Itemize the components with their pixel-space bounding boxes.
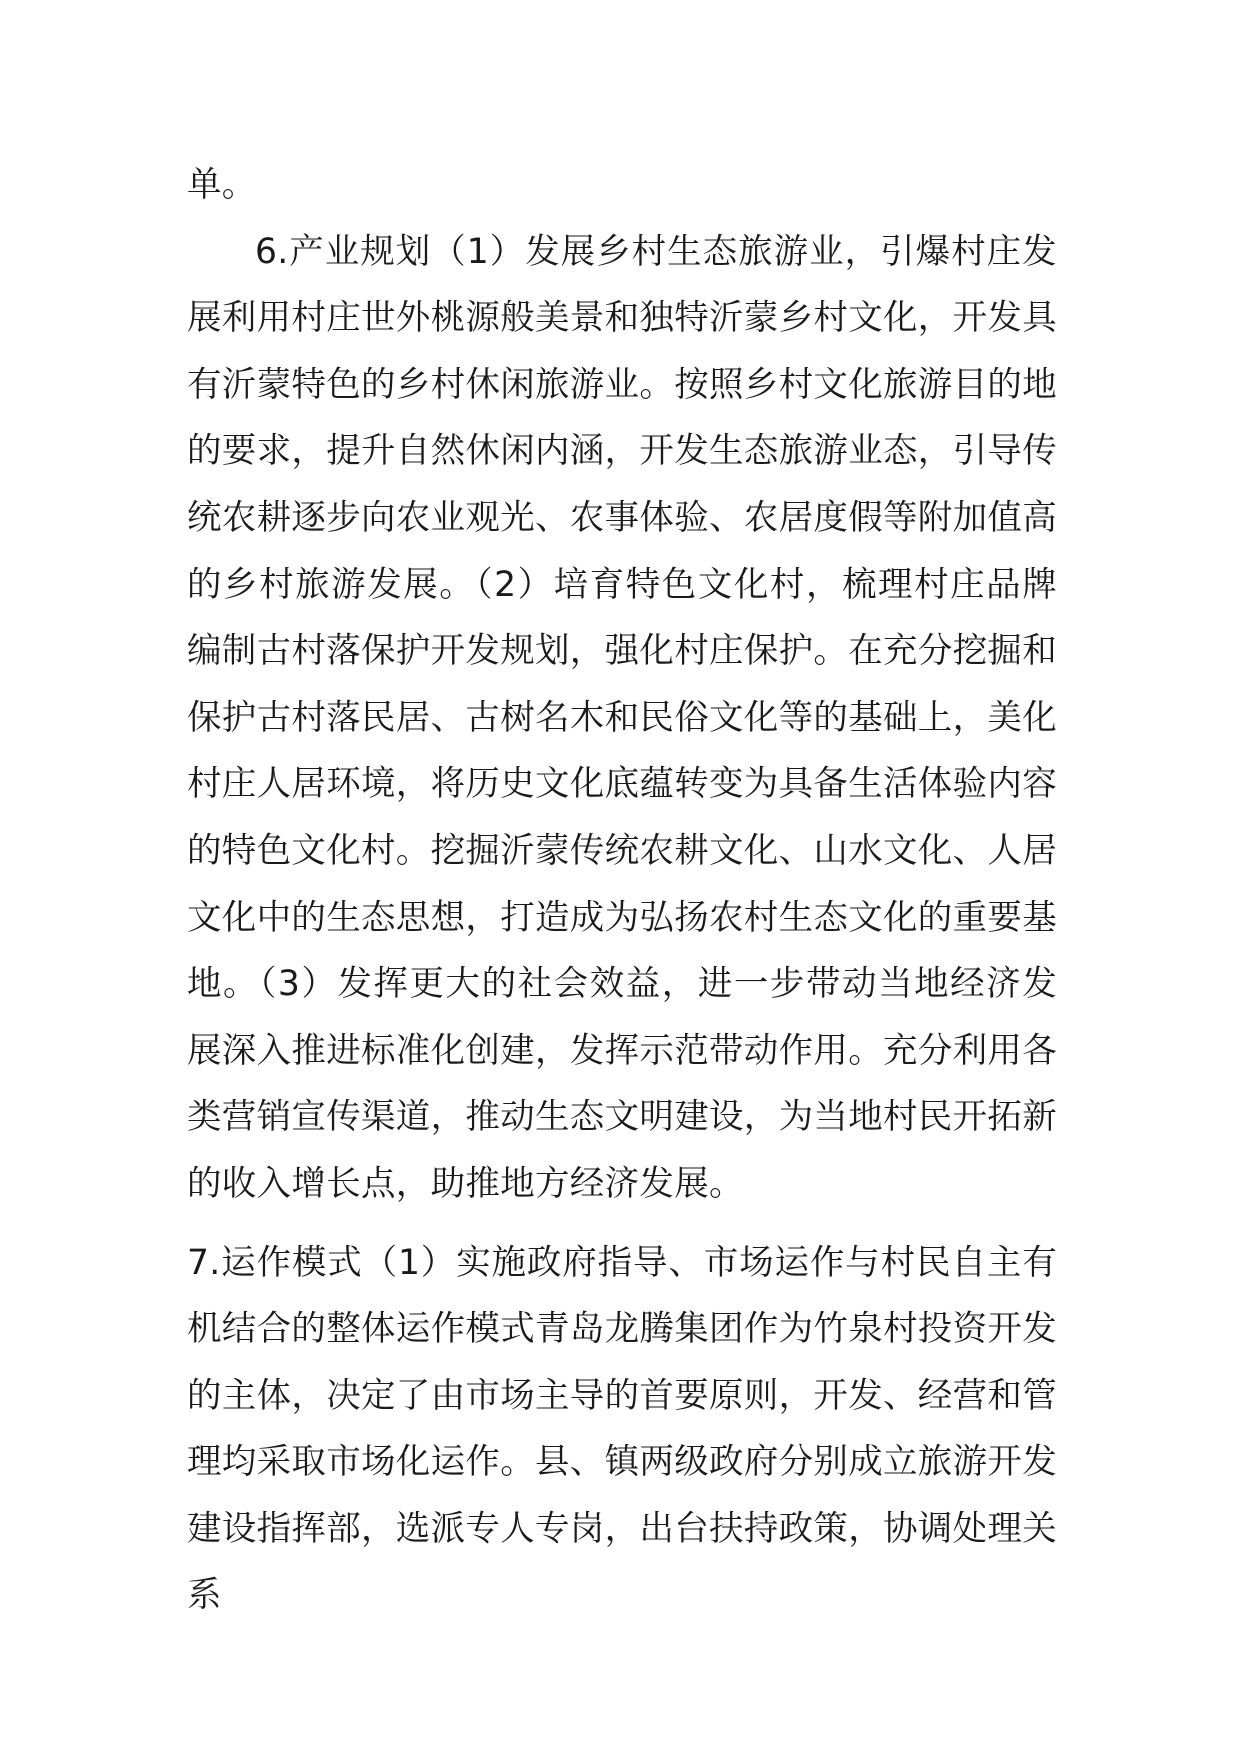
body-text	[187, 152, 1057, 1629]
paragraph-operation-mode: 7.运作模式（1）实施政府指导、市场运作与村民自主有机结合的整体运作模式青岛龙腾集团作为竹泉村投资开发的主体，决定了由市场主导的首要原则，开发、经营和管理均采取市场化运作。县、镇两级政府分别成立旅游开发建设指挥部，选派专人专岗，出台扶持政策，协调处理关系	[187, 1242, 1057, 1616]
paragraph-industry-planning: 6.产业规划（1）发展乡村生态旅游业，引爆村庄发展利用村庄世外桃源般美景和独特沂蒙乡村文化，开发具有沂蒙特色的乡村休闲旅游业。按照乡村文化旅游目的地的要求，提升自然休闲内涵，开发生态旅游业态，引导传统农耕逐步向农业观光、农事体验、农居度假等附加值高的乡村旅游发展。（2）培育特色文化村，梳理村庄品牌编制古村落保护开发规划，强化村庄保护。在充分挖掘和保护古村落民居、古树名木和民俗文化等的基础上，美化村庄人居环境，将历史文化底蕴转变为具备生活体验内容的特色文化村。挖掘沂蒙传统农耕文化、山水文化、人居文化中的生态思想，打造成为弘扬农村生态文化的重要基地。（3）发挥更大的社会效益，进一步带动当地经济发展深入推进标准化创建，发挥示范带动作用。充分利用各类营销宣传渠道，推动生态文明建设，为当地村民开拓新的收入增长点，助推地方经济发展。	[187, 231, 1057, 1204]
paragraph-continuation: 单。	[187, 165, 257, 205]
